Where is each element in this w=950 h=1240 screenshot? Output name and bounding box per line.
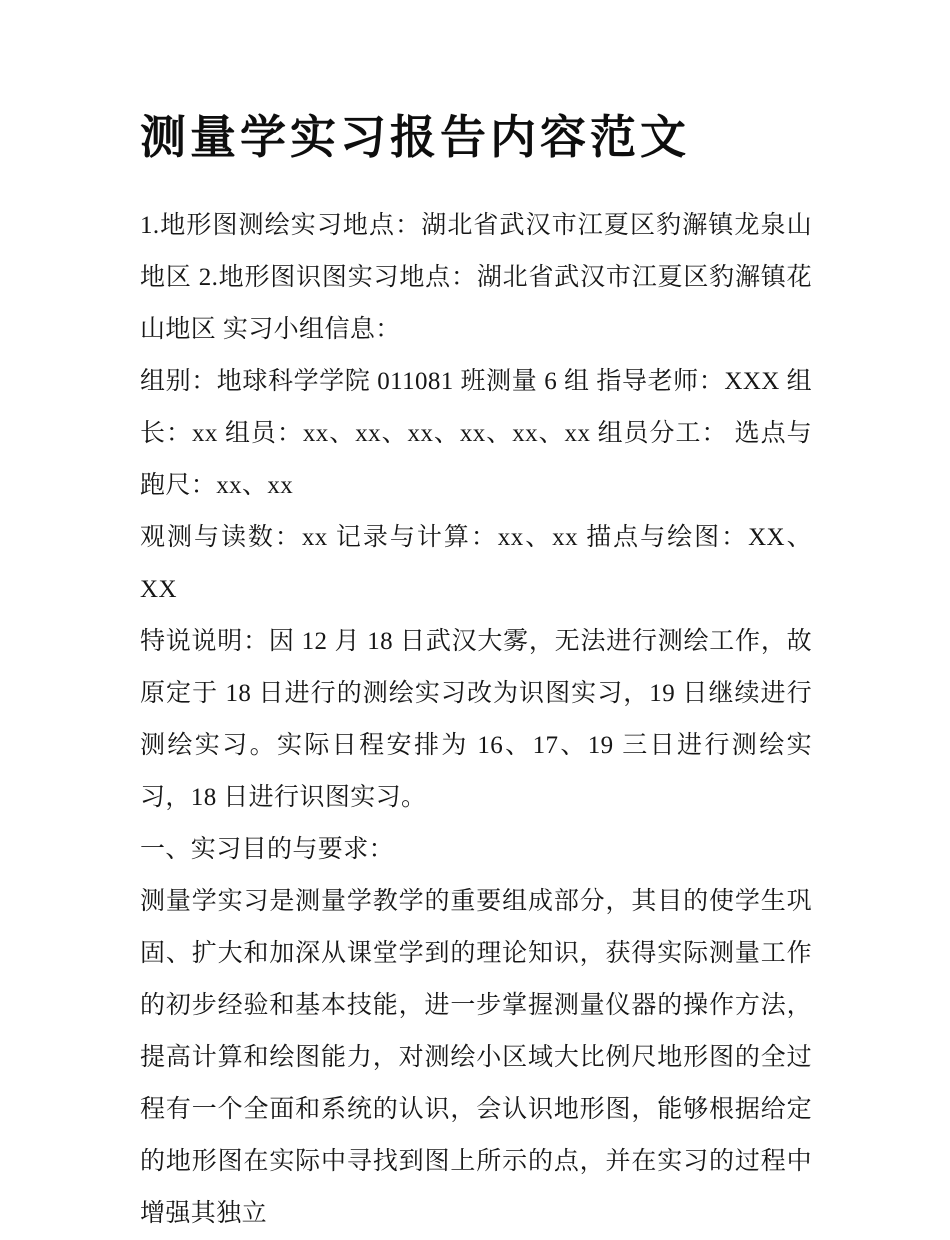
section-heading-purpose-requirements: 一、实习目的与要求： — [140, 836, 395, 863]
paragraph-special-note: 特说说明：因 12 月 18 日武汉大雾，无法进行测绘工作，故原定于 18 日进行的测绘实习改为识图实习，19 日继续进行测绘实习。实际日程安排为 16、17、19 三日进行测绘实习，18 日进行识图实习。 — [140, 628, 812, 811]
paragraph-purpose-body: 测量学实习是测量学教学的重要组成部分，其目的使学生巩固、扩大和加深从课堂学到的理论知识，获得实际测量工作的初步经验和基本技能，进一步掌握测量仪器的操作方法，提高计算和绘图能力，对测绘小区域大比例尺地形图的全过程有一个全面和系统的认识，会认识地形图，能够根据给定的地形图在实际中寻找到图上所示的点，并在实习的过程中增强其独立 — [140, 888, 812, 1227]
paragraph-role-assignments: 观测与读数：xx 记录与计算：xx、xx 描点与绘图：XX、XX — [140, 524, 812, 603]
paragraph-group-info: 组别：地球科学学院 011081 班测量 6 组 指导老师：XXX 组长：xx 组员：xx、xx、xx、xx、xx、xx 组员分工： 选点与跑尺：xx、xx — [140, 368, 812, 499]
document-title: 测量学实习报告内容范文 — [140, 112, 690, 163]
paragraph-practice-locations: 1.地形图测绘实习地点：湖北省武汉市江夏区豹澥镇龙泉山地区 2.地形图识图实习地点：湖北省武汉市江夏区豹澥镇花山地区 实习小组信息： — [140, 212, 812, 343]
